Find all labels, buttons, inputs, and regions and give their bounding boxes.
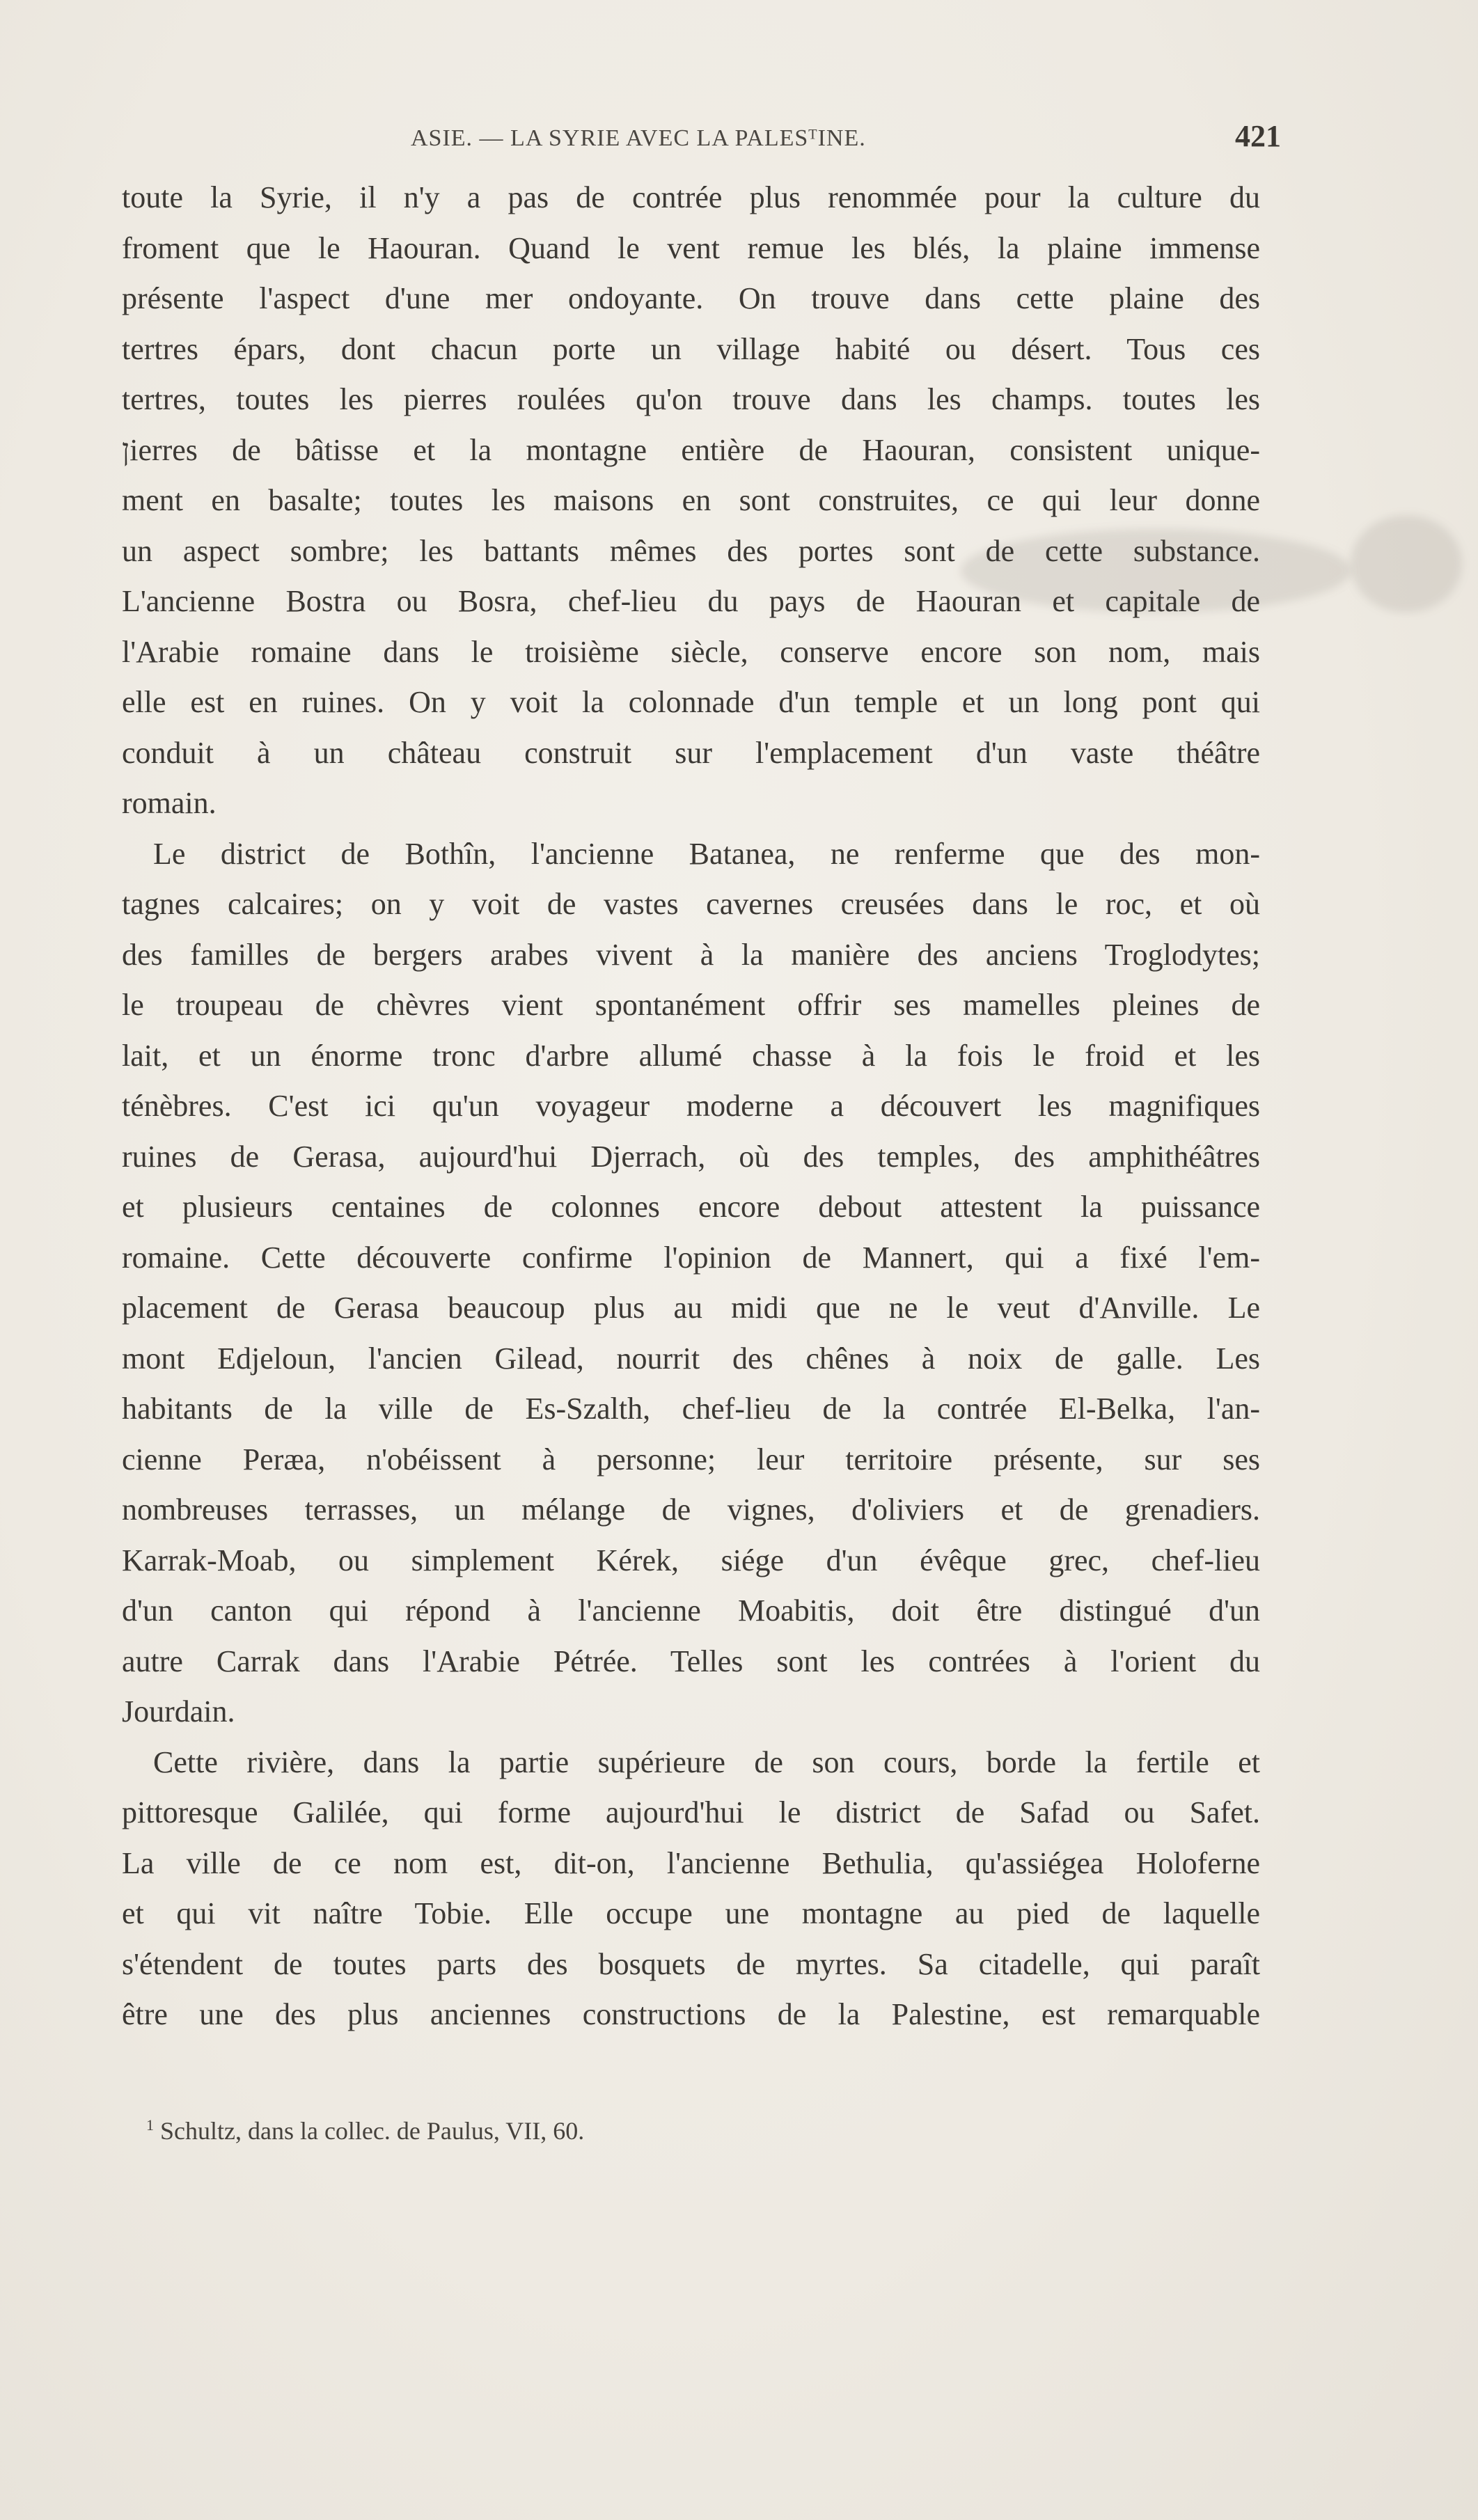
text-line: Cette rivière, dans la partie supérieure de son cours, borde la fertile et [153, 1745, 1260, 1779]
text-line: Jourdain. [122, 1694, 235, 1728]
text-line: cienne Peræa, n'obéissent à personne; leur territoire présente, sur ses [122, 1442, 1260, 1476]
text-line: tertres épars, dont chacun porte un village habité ou désert. Tous ces [122, 331, 1260, 366]
margin-stain [1351, 515, 1462, 613]
text-line: froment que le Haouran. Quand le vent remue les blés, la plaine immense [122, 230, 1260, 265]
text-line: des familles de bergers arabes vivent à la manière des anciens Troglodytes; [122, 937, 1260, 972]
running-head: ASIE. — LA SYRIE AVEC LA PALESᵀINE. [411, 125, 866, 151]
text-line: placement de Gerasa beaucoup plus au midi que ne le veut d'Anville. Le [122, 1291, 1260, 1325]
text-line: tagnes calcaires; on y voit de vastes cavernes creusées dans le roc, et où [122, 887, 1260, 921]
text-line: pittoresque Galilée, qui forme aujourd'hui le district de Safad ou Safet. [122, 1795, 1260, 1829]
text-line: s'étendent de toutes parts des bosquets de myrtes. Sa citadelle, qui paraît [122, 1946, 1260, 1981]
text-line: elle est en ruines. On y voit la colonnade d'un temple et un long pont qui [122, 685, 1260, 719]
text-line: un aspect sombre; les battants mêmes des portes sont de cette substance. [122, 533, 1260, 568]
footnote-text: Schultz, dans la collec. de Paulus, VII, 60. [160, 2117, 585, 2145]
text-line: Karrak-Moab, ou simplement Kérek, siége d'un évêque grec, chef-lieu [122, 1543, 1260, 1577]
text-line: et plusieurs centaines de colonnes encore debout attestent la puissance [122, 1190, 1260, 1224]
text-line: romaine. Cette découverte confirme l'opinion de Mannert, qui a fixé l'em- [122, 1240, 1260, 1275]
text-line: ténèbres. C'est ici qu'un voyageur moderne a découvert les magnifiques [122, 1089, 1260, 1123]
text-line: le troupeau de chèvres vient spontanément offrir ses mamelles pleines de [122, 988, 1260, 1022]
text-line: conduit à un château construit sur l'emplacement d'un vaste théâtre [122, 735, 1260, 770]
text-line: et qui vit naître Tobie. Elle occupe une montagne au pied de laquelle [122, 1896, 1260, 1930]
text-line: ment en basalte; toutes les maisons en sont construites, ce qui leur donne [122, 483, 1260, 517]
text-line: mont Edjeloun, l'ancien Gilead, nourrit des chênes à noix de galle. Les [122, 1341, 1260, 1376]
page-header [390, 119, 1281, 164]
text-line: romain. [122, 786, 217, 820]
text-line: lait, et un énorme tronc d'arbre allumé chasse à la fois le froid et les [122, 1038, 1260, 1073]
text-line: ןierres de bâtisse et la montagne entière de Haouran, consistent unique- [122, 432, 1260, 467]
page-number: 421 [1235, 119, 1281, 153]
text-line: La ville de ce nom est, dit-on, l'ancienne Bethulia, qu'assiégea Holoferne [122, 1845, 1260, 1880]
footnote [146, 2116, 584, 2145]
text-line: présente l'aspect d'une mer ondoyante. On trouve dans cette plaine des [122, 281, 1260, 315]
body-text [122, 173, 1260, 2040]
text-line: d'un canton qui répond à l'ancienne Moabitis, doit être distingué d'un [122, 1593, 1260, 1628]
text-line: ruines de Gerasa, aujourd'hui Djerrach, où des temples, des amphithéâtres [122, 1139, 1260, 1174]
text-line: tertres, toutes les pierres roulées qu'on trouve dans les champs. toutes les [122, 382, 1260, 416]
text-line: autre Carrak dans l'Arabie Pétrée. Telles sont les contrées à l'orient du [122, 1644, 1260, 1678]
text-line: l'Arabie romaine dans le troisième siècle, conserve encore son nom, mais [122, 634, 1260, 669]
text-line: habitants de la ville de Es-Szalth, chef-lieu de la contrée El-Belka, l'an- [122, 1392, 1260, 1426]
footnote-marker: 1 [146, 2116, 154, 2134]
text-line: toute la Syrie, il n'y a pas de contrée plus renommée pour la culture du [122, 180, 1260, 214]
text-line: être une des plus anciennes constructions de la Palestine, est remarquable [122, 1997, 1260, 2031]
text-line: L'ancienne Bostra ou Bosra, chef-lieu du pays de Haouran et capitale de [122, 584, 1260, 618]
text-line: Le district de Bothîn, l'ancienne Batanea, ne renferme que des mon- [153, 836, 1260, 871]
text-line: nombreuses terrasses, un mélange de vignes, d'oliviers et de grenadiers. [122, 1493, 1260, 1527]
